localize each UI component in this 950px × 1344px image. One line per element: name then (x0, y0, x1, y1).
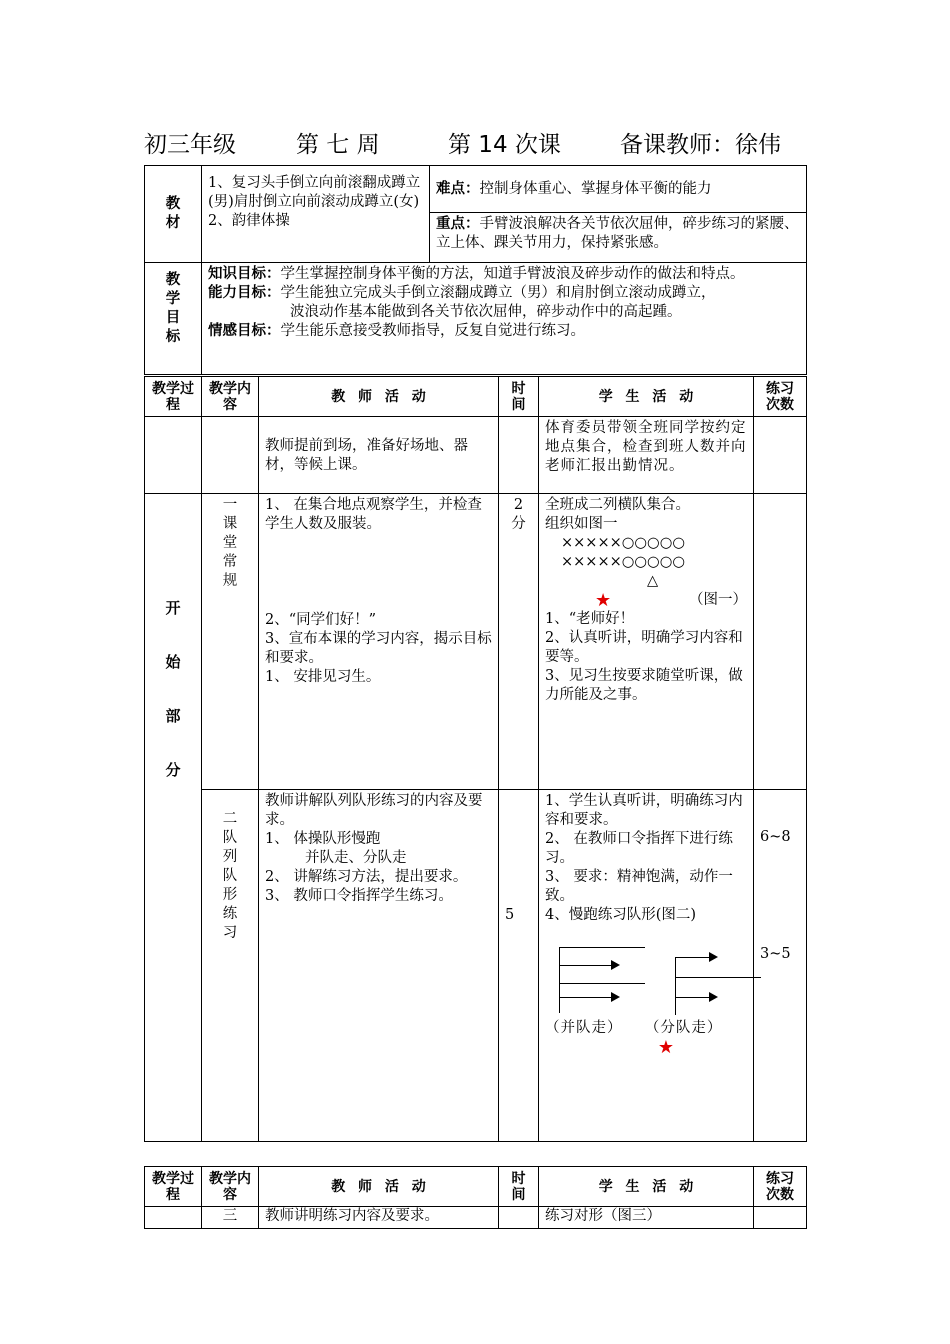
march-diagram (545, 925, 747, 1011)
material-label: 教材 (145, 166, 202, 263)
col-student: 学 生 活 动 (539, 377, 754, 417)
part2-reps: 6~8 3~5 (754, 790, 807, 1142)
col-content: 教学内容 (202, 1167, 259, 1207)
col-time: 时间 (499, 377, 539, 417)
march-caption: （并队走） （分队走） (545, 1020, 723, 1036)
pre-teacher: 教师提前到场，准备好场地、器材，等候上课。 (259, 417, 499, 494)
lesson-table (144, 376, 807, 1142)
col-teacher: 教 师 活 动 (259, 377, 499, 417)
part2-teacher: 教师讲解队列队形练习的内容及要求。 1、 体操队形慢跑 并队走、分队走 2、 讲解练习方法，提出要求。 3、 教师口令指挥学生练习。 (259, 790, 499, 1142)
grade: 初三年级 (144, 132, 236, 158)
formation-row: ×××××○○○○○ (561, 535, 686, 551)
col-reps: 练习次数 (754, 1167, 807, 1207)
goals-content: 知识目标：学生掌握控制身体平衡的方法，知道手臂波浪及碎步动作的做法和特点。 能力目标：学生能独立完成头手倒立滚翻成蹲立（男）和肩肘倒立滚动成蹲立， 波浪动作基本能做到各关节依次屈伸，碎步动作中的高起踵。 情感目标：学生能乐意接受教师指导，反复自觉进行练习。 (202, 263, 807, 375)
part2-student: 1、学生认真听讲，明确练习内容和要求。 2、 在教师口令指挥下进行练习。 3、 要求：精神饱满，动作一致。 4、慢跑练习队形(图二) （并队走） （分队走） ★ (539, 790, 754, 1142)
formation-row: ×××××○○○○○ (561, 554, 686, 570)
part1-student: 全班成二列横队集合。 组织如图一 ×××××○○○○○ ×××××○○○○○ △ ★ （图一） 1、“老师好！ 2、认真听讲，明确学习内容和要等。 3、见习生按要求随堂听课，做力所能及之事。 (539, 494, 754, 790)
teacher-name: 备课教师：徐伟 (620, 132, 781, 158)
figure-label: （图一） (689, 592, 747, 608)
part1-time: 2分 (499, 494, 539, 790)
info-table (144, 165, 807, 375)
col-process: 教学过程 (145, 377, 202, 417)
next-content: 三 (202, 1207, 259, 1229)
lesson: 第 14 次课 (448, 132, 561, 158)
star-icon: ★ (657, 1037, 675, 1058)
focus: 重点：手臂波浪解决各关节依次屈伸，碎步练习的紧腰、立上体、踝关节用力，保持紧张感。 (430, 213, 807, 263)
pre-student: 体育委员带领全班同学按约定地点集合，检查到班人数并向老师汇报出勤情况。 (539, 417, 754, 494)
teacher-marker: △ (647, 573, 659, 589)
col-reps: 练习次数 (754, 377, 807, 417)
next-table (144, 1166, 807, 1229)
col-time: 时间 (499, 1167, 539, 1207)
goals-label: 教学目标 (145, 263, 202, 375)
part2-time: 5 (499, 790, 539, 1142)
page-title (144, 126, 824, 159)
difficulty: 难点：控制身体重心、掌握身体平衡的能力 (430, 166, 807, 213)
col-process: 教学过程 (145, 1167, 202, 1207)
part2-content: 二队列队形练习 (202, 790, 259, 1142)
star-icon: ★ (595, 590, 612, 611)
col-student: 学 生 活 动 (539, 1167, 754, 1207)
part1-content: 一课堂常规 (202, 494, 259, 790)
part1-teacher: 1、 在集合地点观察学生，并检查学生人数及服装。 2、“同学们好！” 3、宣布本课的学习内容，揭示目标和要求。 1、 安排见习生。 (259, 494, 499, 790)
material-content: 1、复习头手倒立向前滚翻成蹲立(男)肩肘倒立向前滚动成蹲立(女) 2、韵律体操 (202, 166, 430, 263)
col-teacher: 教 师 活 动 (259, 1167, 499, 1207)
col-content: 教学内容 (202, 377, 259, 417)
next-teacher: 教师讲明练习内容及要求。 (259, 1207, 499, 1229)
next-student: 练习对形（图三） (539, 1207, 754, 1229)
week: 第 七 周 (296, 132, 380, 158)
start-section-label: 开 始 部 分 (145, 494, 202, 1142)
